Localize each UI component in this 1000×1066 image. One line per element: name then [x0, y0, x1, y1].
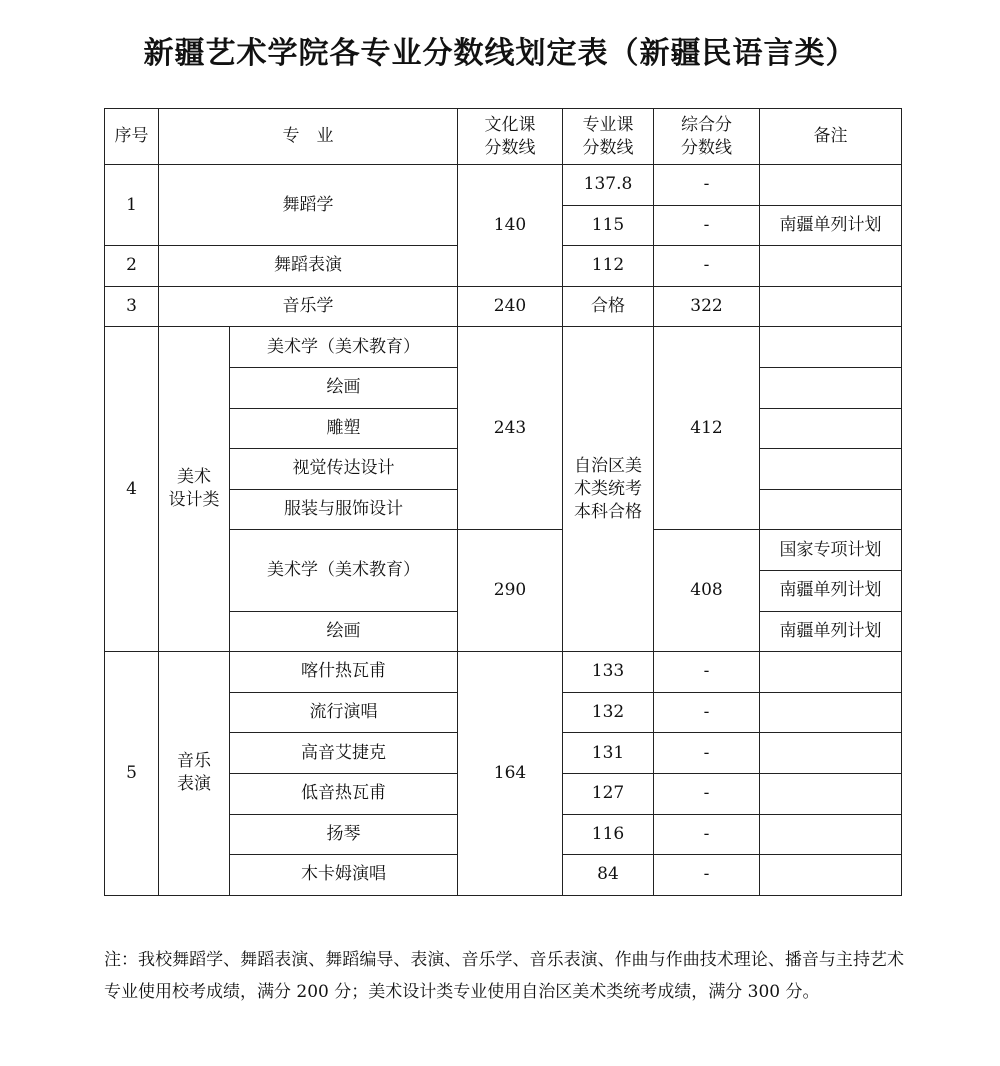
seq-cell: 5 — [105, 652, 159, 896]
remark-cell — [760, 367, 902, 408]
major-cell: 视觉传达设计 — [230, 449, 458, 490]
major-cell: 喀什热瓦甫 — [230, 652, 458, 693]
prof-cell: 84 — [563, 855, 654, 896]
remark-cell — [760, 246, 902, 287]
culture-cell: 290 — [458, 530, 563, 652]
prof-cell: 115 — [563, 205, 654, 246]
total-cell: - — [654, 814, 760, 855]
major-cell: 绘画 — [230, 611, 458, 652]
total-cell: 412 — [654, 327, 760, 530]
major-cell: 舞蹈表演 — [159, 246, 458, 287]
header-major: 专 业 — [159, 109, 458, 165]
header-professional: 专业课 分数线 — [563, 109, 654, 165]
prof-cell: 112 — [563, 246, 654, 287]
seq-cell: 3 — [105, 286, 159, 327]
remark-cell — [760, 652, 902, 693]
major-cell: 美术学（美术教育） — [230, 327, 458, 368]
major-cell: 美术学（美术教育） — [230, 530, 458, 611]
total-cell: - — [654, 652, 760, 693]
major-cell: 服装与服饰设计 — [230, 489, 458, 530]
header-total: 综合分 分数线 — [654, 109, 760, 165]
remark-cell — [760, 489, 902, 530]
prof-cell: 133 — [563, 652, 654, 693]
prof-cell: 131 — [563, 733, 654, 774]
header-culture: 文化课 分数线 — [458, 109, 563, 165]
footnote: 注：我校舞蹈学、舞蹈表演、舞蹈编导、表演、音乐学、音乐表演、作曲与作曲技术理论、播音与主持艺术专业使用校考成绩，满分 200 分；美术设计类专业使用自治区美术类统考成绩，满分 300 分。 — [104, 950, 904, 1002]
total-cell: - — [654, 205, 760, 246]
total-cell: - — [654, 246, 760, 287]
major-cell: 高音艾捷克 — [230, 733, 458, 774]
seq-cell: 2 — [105, 246, 159, 287]
prof-cell: 127 — [563, 773, 654, 814]
remark-cell: 南疆单列计划 — [760, 205, 902, 246]
category-cell: 美术 设计类 — [159, 327, 230, 652]
header-seq: 序号 — [105, 109, 159, 165]
remark-cell — [760, 692, 902, 733]
table-row — [105, 652, 902, 693]
score-table — [104, 108, 902, 896]
culture-cell: 164 — [458, 652, 563, 896]
major-cell: 扬琴 — [230, 814, 458, 855]
page-title: 新疆艺术学院各专业分数线划定表（新疆民语言类） — [143, 36, 857, 71]
major-cell: 木卡姆演唱 — [230, 855, 458, 896]
total-cell: - — [654, 855, 760, 896]
prof-cell: 137.8 — [563, 165, 654, 206]
remark-cell — [760, 165, 902, 206]
major-cell: 低音热瓦甫 — [230, 773, 458, 814]
major-cell: 舞蹈学 — [159, 165, 458, 246]
table-row — [105, 165, 902, 206]
major-cell: 流行演唱 — [230, 692, 458, 733]
header-remark: 备注 — [760, 109, 902, 165]
prof-cell: 116 — [563, 814, 654, 855]
prof-cell: 合格 — [563, 286, 654, 327]
remark-cell — [760, 733, 902, 774]
table-row — [105, 286, 902, 327]
total-cell: - — [654, 773, 760, 814]
remark-cell — [760, 327, 902, 368]
culture-cell: 140 — [458, 165, 563, 287]
total-cell: 322 — [654, 286, 760, 327]
total-cell: 408 — [654, 530, 760, 652]
remark-cell — [760, 408, 902, 449]
remark-cell — [760, 286, 902, 327]
remark-cell: 南疆单列计划 — [760, 611, 902, 652]
remark-cell: 南疆单列计划 — [760, 570, 902, 611]
remark-cell: 国家专项计划 — [760, 530, 902, 571]
total-cell: - — [654, 692, 760, 733]
prof-cell: 132 — [563, 692, 654, 733]
total-cell: - — [654, 165, 760, 206]
seq-cell: 4 — [105, 327, 159, 652]
total-cell: - — [654, 733, 760, 774]
table-row — [105, 327, 902, 368]
prof-cell: 自治区美 术类统考 本科合格 — [563, 327, 654, 652]
category-cell: 音乐 表演 — [159, 652, 230, 896]
major-cell: 音乐学 — [159, 286, 458, 327]
remark-cell — [760, 449, 902, 490]
header-row — [105, 109, 902, 165]
remark-cell — [760, 773, 902, 814]
major-cell: 雕塑 — [230, 408, 458, 449]
culture-cell: 243 — [458, 327, 563, 530]
seq-cell: 1 — [105, 165, 159, 246]
remark-cell — [760, 855, 902, 896]
culture-cell: 240 — [458, 286, 563, 327]
major-cell: 绘画 — [230, 367, 458, 408]
remark-cell — [760, 814, 902, 855]
